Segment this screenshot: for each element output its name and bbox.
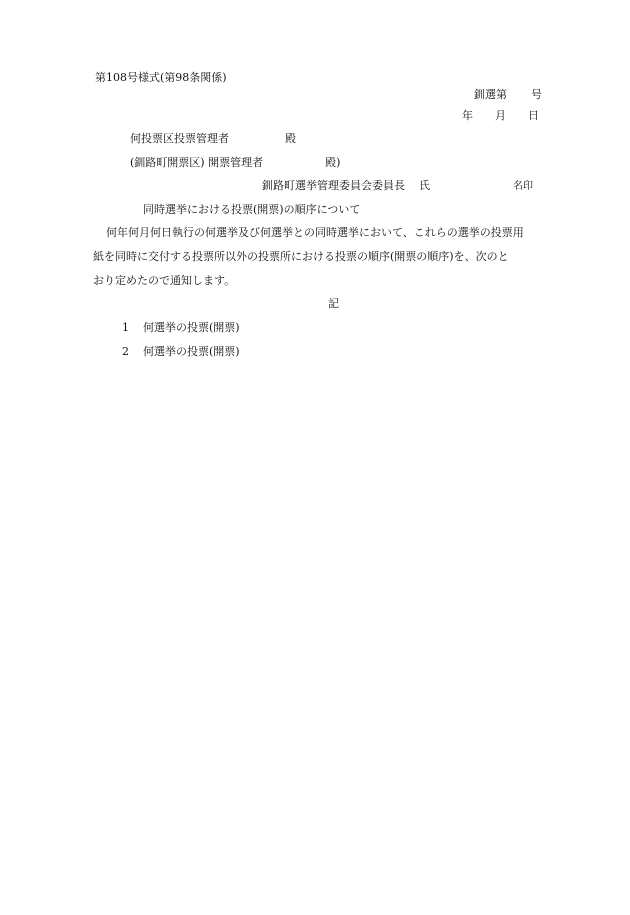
sender-suffix: 氏 bbox=[419, 179, 430, 192]
recipient-2-honorific: 殿) bbox=[325, 156, 341, 169]
date-day: 日 bbox=[528, 109, 539, 122]
document-date bbox=[462, 110, 539, 121]
list-item-text: 何選挙の投票(開票) bbox=[143, 321, 240, 334]
body-line-3: おり定めたので通知します。 bbox=[93, 274, 236, 287]
date-month: 月 bbox=[495, 109, 506, 122]
document-number bbox=[474, 89, 542, 100]
sender-line bbox=[262, 180, 533, 192]
list-item-number: 1 bbox=[122, 321, 129, 334]
form-label: 第108号様式(第98条関係) bbox=[95, 71, 227, 84]
recipient-1-honorific: 殿 bbox=[285, 132, 296, 145]
recipient-2-title: (釧路町開票区) 開票管理者 bbox=[130, 156, 264, 169]
subject-line: 同時選挙における投票(開票)の順序について bbox=[143, 203, 361, 216]
recipient-line-2 bbox=[130, 157, 340, 168]
sender-title: 釧路町選挙管理委員会委員長 bbox=[262, 179, 405, 192]
list-item-text: 何選挙の投票(開票) bbox=[143, 345, 240, 358]
body-line-2: 紙を同時に交付する投票所以外の投票所における投票の順序(開票の順序)を、次のと bbox=[93, 250, 509, 263]
list-item bbox=[122, 322, 240, 333]
recipient-line-1 bbox=[130, 133, 296, 144]
list-item-number: 2 bbox=[122, 345, 129, 358]
date-year: 年 bbox=[462, 109, 473, 122]
document-number-suffix: 号 bbox=[531, 88, 542, 101]
sender-seal: 名印 bbox=[513, 181, 533, 192]
ki-heading: 記 bbox=[328, 297, 339, 310]
list-item bbox=[122, 346, 240, 357]
document-number-prefix: 釧選第 bbox=[474, 88, 507, 101]
recipient-1-title: 何投票区投票管理者 bbox=[130, 132, 229, 145]
body-line-1: 何年何月何日執行の何選挙及び何選挙との同時選挙において、これらの選挙の投票用 bbox=[106, 226, 524, 239]
